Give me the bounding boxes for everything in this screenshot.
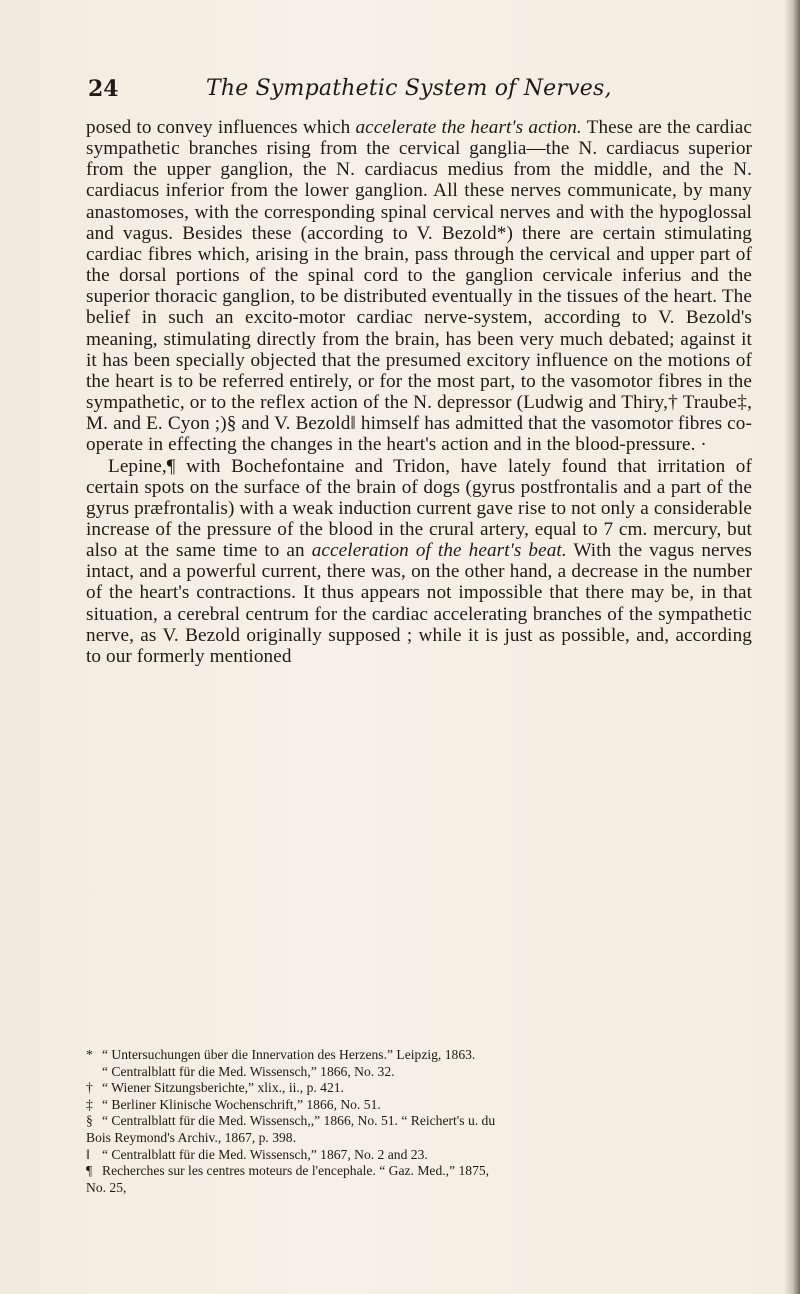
footnote-text: “ Centralblatt für die Med. Wissensch,” 1866, No. 32. — [102, 1063, 395, 1079]
footnote-text: “ Wiener Sitzungsberichte,” xlix., ii., p. 421. — [102, 1080, 344, 1096]
footnote-line — [86, 1097, 754, 1114]
paragraph-1 — [86, 117, 752, 456]
footnote-text: “ Untersuchungen über die Innervation des Herzens.” Leipzig, 1863. — [102, 1047, 476, 1062]
main-text — [86, 117, 752, 667]
footnote-line — [86, 1180, 754, 1197]
page-edge-shadow — [784, 0, 800, 1294]
paragraph-1-start: posed to convey influences which — [86, 117, 356, 138]
running-title: The Sympathetic System of Nerves, — [206, 76, 612, 101]
paragraph-1-rest: These are the cardiac sympathetic branches rising from the cervical ganglia—the N. cardiacus superior from the upper ganglion, the N. cardiacus medius from the middle, and the N. cardiacus inferior from the lower ganglion. All these nerves communicate, by many anastomoses, with the corresponding spinal cervical nerves and with the hypoglossal and vagus. Besides these (according to V. Bezold*) there are certain stimulating cardiac fibres which, arising in the brain, pass through the cervical and upper part of the dorsal portions of the spinal cord to the ganglion cervicale inferius and the superior thoracic ganglion, to be distributed eventually in the tissues of the heart. The belief in such an excito-motor cardiac nerve-system, according to V. Bezold's meaning, stimulating directly from the brain, has been very much debated; against it it has been specially objected that the presumed excitory influence on the motions of the heart is to be referred entirely, or for the most part, to the vasomotor fibres in the sympathetic, or to the reflex action of the N. depressor (Ludwig and Thiry,† Traube‡, M. and E. Cyon ;)§ and V. Bezold‖ himself has admitted that the vasomotor fibres co-operate in effecting the changes in the heart's action and in the blood-pressure. · — [86, 117, 752, 456]
paragraph-2-emphasis: acceleration of the heart's beat. — [311, 540, 567, 562]
footnote-text: “ Centralblatt für die Med. Wissensch,” 1867, No. 2 and 23. — [102, 1146, 428, 1162]
footnote-line — [86, 1130, 754, 1147]
footnote-mark: * — [86, 1047, 93, 1062]
paragraph-2-start: Lepine,¶ with Bochefontaine and Tridon, have lately found that irritation of certain spots on the surface of the brain of dogs (gyrus postfrontalis and a part of the gyrus præfrontalis) with a weak induction current gave rise to not only a considerable increase of the pressure of the blood in the crural artery, equal to 7 cm. mercury, but also at the same time to an — [86, 455, 752, 562]
paragraph-2 — [86, 456, 752, 668]
footnote-line — [86, 1047, 754, 1064]
footnote-mark: ‖ — [86, 1146, 90, 1162]
paragraph-2-rest: With the vagus nerves intact, and a powerful current, there was, on the other hand, a decrease in the number of the heart's contractions. It thus appears not impossible that there may be, in that situation, a cerebral centrum for the cardiac accelerating branches of the sympathetic nerve, as V. Bezold originally supposed ; while it is just as possible, and, according to our formerly mentioned — [86, 540, 752, 667]
footnote-line — [86, 1080, 754, 1097]
footnote-text: No. 25, — [86, 1179, 127, 1195]
page-number: 24 — [88, 76, 119, 102]
footnotes — [86, 1047, 754, 1196]
footnote-line — [86, 1064, 754, 1081]
footnote-mark: § — [86, 1113, 93, 1129]
footnote-mark: ¶ — [86, 1163, 93, 1179]
footnote-line — [86, 1113, 754, 1130]
footnote-mark: † — [86, 1080, 93, 1096]
footnote-mark: ‡ — [86, 1096, 93, 1112]
footnote-text: Bois Reymond's Archiv., 1867, p. 398. — [86, 1129, 297, 1145]
footnote-line — [86, 1147, 754, 1164]
footnote-text: “ Berliner Klinische Wochenschrift,” 1866, No. 51. — [102, 1096, 381, 1112]
footnote-text: Recherches sur les centres moteurs de l'encephale. “ Gaz. Med.,” 1875, — [102, 1163, 490, 1179]
paragraph-1-emphasis: accelerate the heart's action. — [355, 117, 582, 138]
footnote-text: “ Centralblatt für die Med. Wissensch,,” 1866, No. 51. “ Reichert's u. du — [102, 1113, 496, 1129]
page-header — [88, 76, 748, 116]
footnote-line — [86, 1163, 754, 1180]
